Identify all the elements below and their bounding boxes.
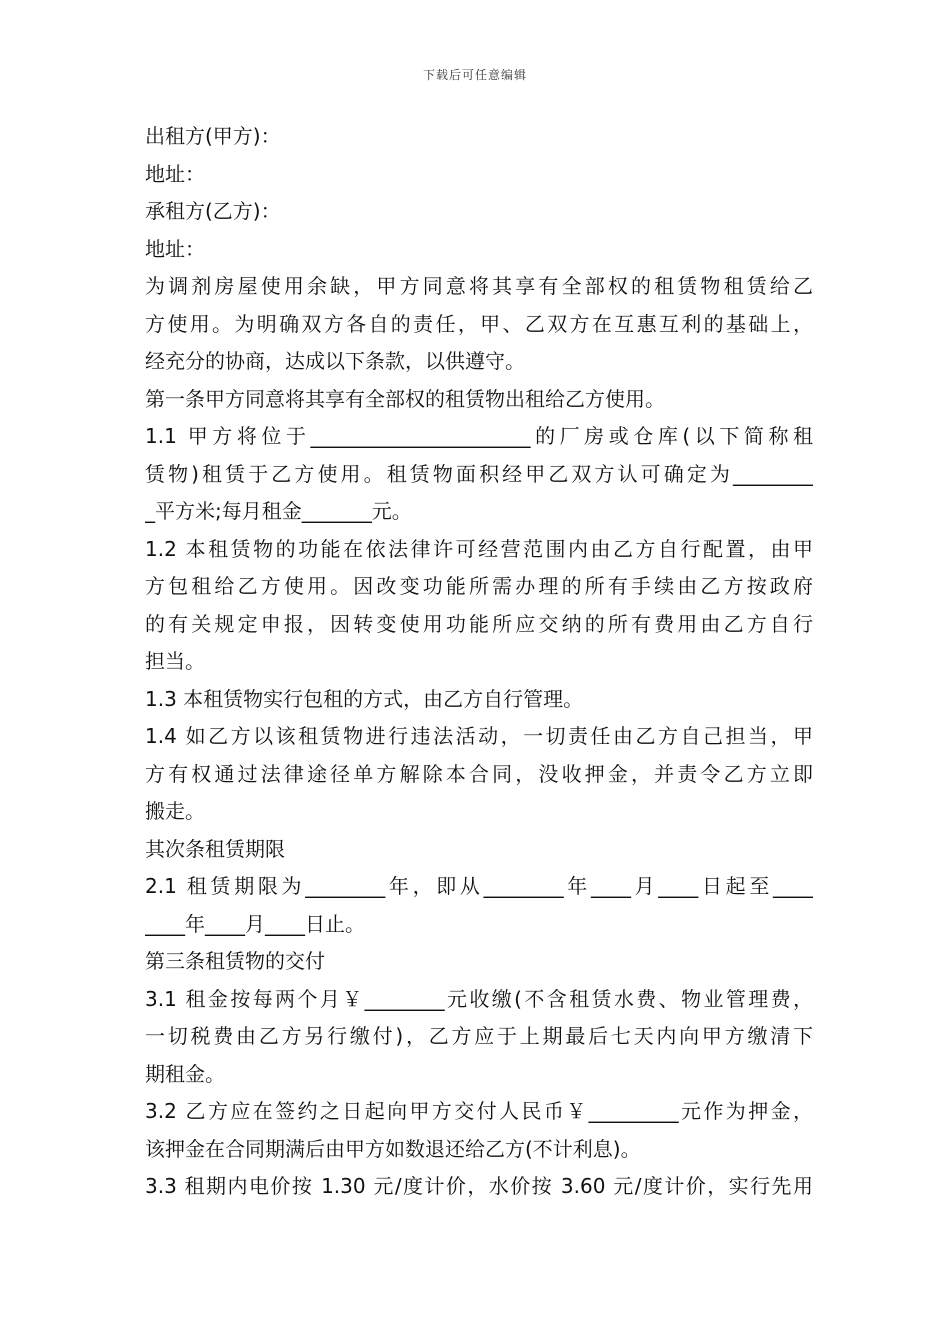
text-line: 1.2 本租赁物的功能在依法律许可经营范围内由乙方自行配置，由甲	[145, 536, 813, 561]
contract-body	[145, 118, 813, 1206]
text-line: 一切税费由乙方另行缴付)，乙方应于上期最后七天内向甲方缴清下	[145, 1024, 813, 1048]
text-line: _平方米;每月租金_______元。	[145, 499, 412, 523]
text-line: 担当。	[145, 649, 205, 673]
text-line: 地址：	[145, 161, 205, 186]
text-line: 第三条租赁物的交付	[145, 949, 325, 973]
text-line: 第一条甲方同意将其享有全部权的租赁物出租给乙方使用。	[145, 386, 665, 411]
text-line: 赁物)租赁于乙方使用。租赁物面积经甲乙双方认可确定为________	[145, 461, 813, 486]
text-line: 1.4 如乙方以该租赁物进行违法活动，一切责任由乙方自己担当，甲	[145, 724, 813, 748]
text-line: 地址：	[145, 236, 205, 261]
text-line: 的有关规定申报，因转变使用功能所应交纳的所有费用由乙方自行	[145, 611, 813, 636]
text-line: 为调剂房屋使用余缺，甲方同意将其享有全部权的租赁物租赁给乙	[145, 274, 813, 298]
text-line: 方包租给乙方使用。因改变功能所需办理的所有手续由乙方按政府	[145, 574, 813, 598]
text-line: 承租方(乙方)：	[145, 199, 281, 223]
text-line: 3.3 租期内电价按 1.30 元/度计价，水价按 3.60 元/度计价，实行先用	[145, 1174, 813, 1198]
text-line: 1.3 本租赁物实行包租的方式，由乙方自行管理。	[145, 686, 584, 711]
text-line: ____年____月____日止。	[145, 911, 365, 936]
text-line: 期租金。	[145, 1061, 225, 1086]
text-line: 1.1 甲方将位于______________________的厂房或仓库(以下简称租	[145, 424, 813, 448]
text-line: 出租方(甲方)：	[145, 124, 281, 148]
text-line: 3.2 乙方应在签约之日起向甲方交付人民币￥_________元作为押金，	[145, 1099, 813, 1123]
text-line: 该押金在合同期满后由甲方如数退还给乙方(不计利息)。	[145, 1136, 641, 1161]
text-line: 2.1 租赁期限为________年，即从________年____月____日起至____	[145, 874, 813, 898]
text-line: 方使用。为明确双方各自的责任，甲、乙双方在互惠互利的基础上，	[145, 311, 813, 336]
text-line: 经充分的协商，达成以下条款，以供遵守。	[145, 349, 525, 373]
text-line: 方有权通过法律途径单方解除本合同，没收押金，并责令乙方立即	[145, 761, 813, 786]
text-line: 搬走。	[145, 799, 205, 823]
header-note: 下载后可任意编辑	[422, 68, 527, 82]
text-line: 其次条租赁期限	[145, 836, 285, 861]
text-line: 3.1 租金按每两个月￥________元收缴(不含租赁水费、物业管理费，	[145, 986, 813, 1011]
